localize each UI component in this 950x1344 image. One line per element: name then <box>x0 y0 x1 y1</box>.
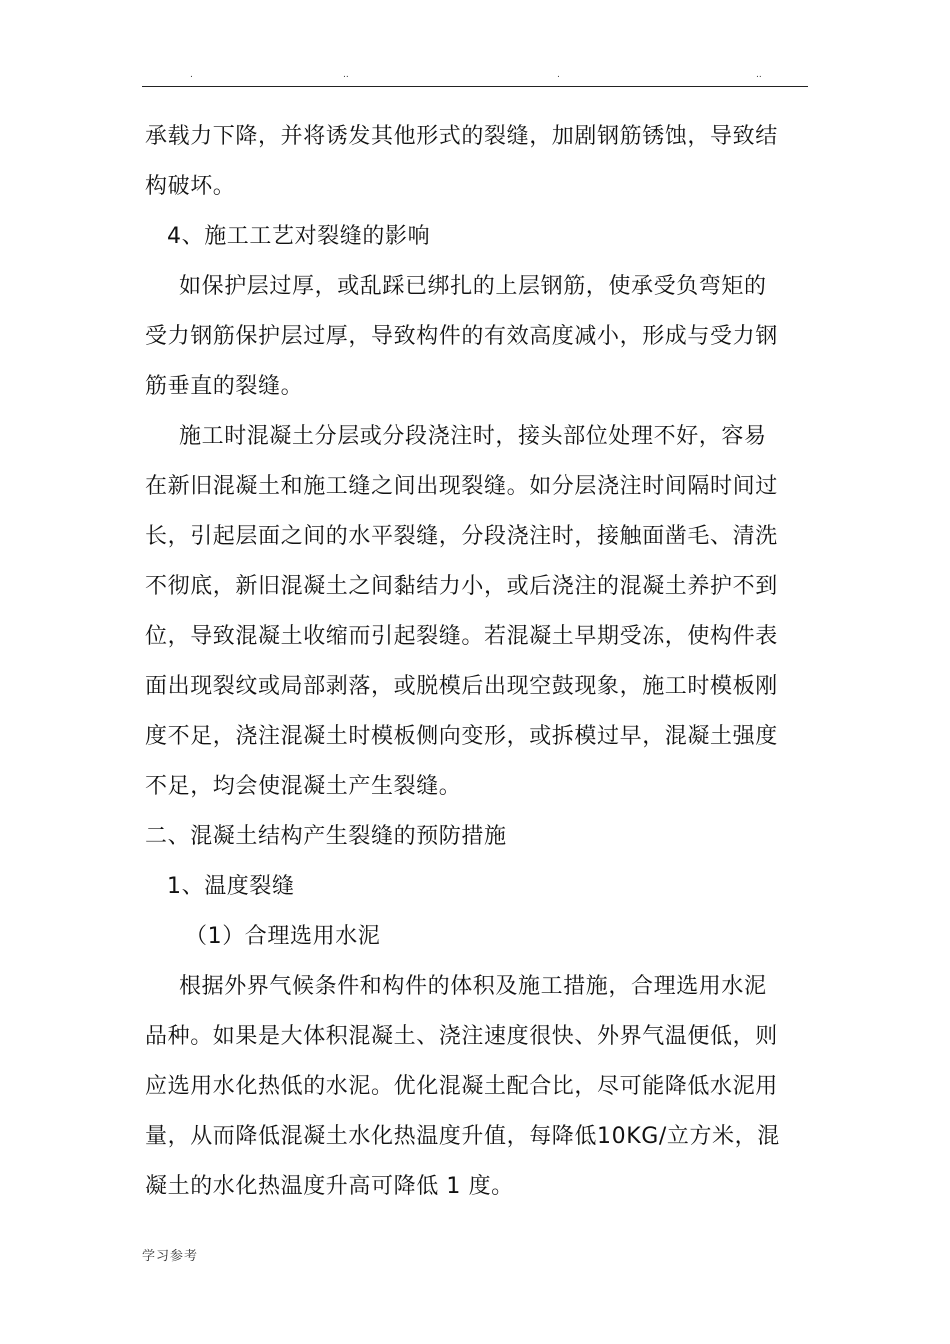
text-line: 面出现裂纹或局部剥落，或脱模后出现空鼓现象，施工时模板刚 <box>145 674 778 699</box>
header-mark: . <box>190 70 193 80</box>
text-line: 凝土的水化热温度升高可降低 1 度。 <box>145 1174 514 1199</box>
chapter-heading: 二、混凝土结构产生裂缝的预防措施 <box>145 824 507 849</box>
text-line: 根据外界气候条件和构件的体积及施工措施，合理选用水泥 <box>179 974 767 999</box>
text-line: 在新旧混凝土和施工缝之间出现裂缝。如分层浇注时间隔时间过 <box>145 474 778 499</box>
text-line: 施工时混凝土分层或分段浇注时，接头部位处理不好，容易 <box>179 424 767 449</box>
text-line: 不彻底，新旧混凝土之间黏结力小，或后浇注的混凝土养护不到 <box>145 574 778 599</box>
page-footer: 学习参考 <box>142 1249 199 1264</box>
text-line: 筋垂直的裂缝。 <box>145 374 304 399</box>
text-line: 不足，均会使混凝土产生裂缝。 <box>145 774 462 799</box>
text-line: 量，从而降低混凝土水化热温度升值，每降低10KG/立方米，混 <box>145 1124 780 1149</box>
document-body <box>145 112 807 1212</box>
section-heading: 1、温度裂缝 <box>167 874 295 899</box>
text-line: 承载力下降，并将诱发其他形式的裂缝，加剧钢筋锈蚀，导致结 <box>145 124 778 149</box>
text-line: 品种。如果是大体积混凝土、浇注速度很快、外界气温便低，则 <box>145 1024 778 1049</box>
text-line: 度不足，浇注混凝土时模板侧向变形，或拆模过早，混凝土强度 <box>145 724 778 749</box>
text-line: 应选用水化热低的水泥。优化混凝土配合比，尽可能降低水泥用 <box>145 1074 778 1099</box>
header-mark: .. <box>756 70 762 80</box>
text-line: 如保护层过厚，或乱踩已绑扎的上层钢筋，使承受负弯矩的 <box>179 274 767 299</box>
text-line: 构破坏。 <box>145 174 236 199</box>
text-line: 长，引起层面之间的水平裂缝，分段浇注时，接触面凿毛、清洗 <box>145 524 778 549</box>
text-line: 受力钢筋保护层过厚，导致构件的有效高度减小，形成与受力钢 <box>145 324 778 349</box>
subsection-heading: （1）合理选用水泥 <box>185 924 381 949</box>
text-line: 位，导致混凝土收缩而引起裂缝。若混凝土早期受冻，使构件表 <box>145 624 778 649</box>
header-mark: .. <box>343 70 349 80</box>
header-rule <box>142 86 808 87</box>
header-mark: . <box>557 70 560 80</box>
section-heading: 4、施工工艺对裂缝的影响 <box>167 224 431 249</box>
